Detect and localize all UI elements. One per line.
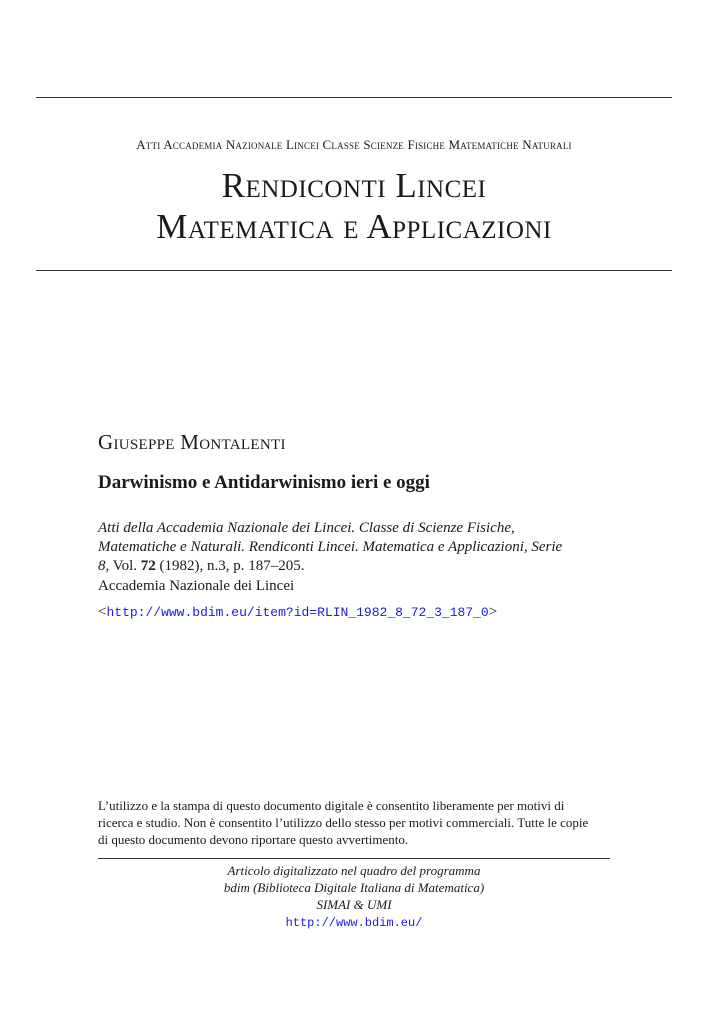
item-url-line [98, 604, 497, 621]
citation-volume-prefix: , Vol. [105, 558, 141, 574]
usage-notice-line-3: di questo documento devono riportare questo avvertimento. [98, 832, 409, 847]
item-url-link[interactable]: http://www.bdim.eu/item?id=RLIN_1982_8_72_3_187_0 [106, 605, 489, 620]
citation-line-1: Atti della Accademia Nazionale dei Lincei. Classe di Scienze Fisiche, [98, 520, 515, 536]
credit-line-2: bdim (Biblioteca Digitale Italiana di Matematica) [223, 880, 485, 895]
journal-title-line-2: Matematica e Applicazioni [156, 207, 552, 246]
credit-url-line [98, 913, 610, 932]
top-rule [36, 97, 672, 98]
author-name: Giuseppe Montalenti [98, 430, 286, 454]
citation-line-2: Matematiche e Naturali. Rendiconti Lincei. Matematica e Applicazioni, Serie [98, 539, 563, 555]
usage-notice-line-1: L’utilizzo e la stampa di questo documento digitale è consentito liberamente per motivi di [98, 798, 565, 813]
citation [98, 519, 618, 576]
citation-details: (1982), n.3, p. 187–205. [155, 558, 305, 574]
credit-line-1: Articolo digitalizzato nel quadro del programma [227, 863, 481, 878]
citation-series-number: 8 [98, 558, 106, 574]
header-bottom-rule [36, 270, 672, 271]
footer-rule [98, 858, 610, 859]
series-line: Atti Accademia Nazionale Lincei Classe Scienze Fisiche Matematiche Naturali [136, 137, 572, 152]
url-close-bracket: > [488, 604, 498, 620]
journal-title-line-1: Rendiconti Lincei [221, 166, 487, 205]
article-title: Darwinismo e Antidarwinismo ieri e oggi [98, 472, 430, 493]
credit-line-3: SIMAI & UMI [316, 897, 392, 912]
usage-notice [98, 797, 618, 848]
usage-notice-line-2: ricerca e studio. Non è consentito l’utilizzo dello stesso per motivi commerciali. Tutte le copie [98, 815, 589, 830]
publisher: Accademia Nazionale dei Lincei [98, 578, 295, 594]
digitization-credit [98, 862, 610, 932]
citation-line-3 [98, 557, 618, 576]
bdim-home-link[interactable]: http://www.bdim.eu/ [285, 916, 423, 930]
citation-volume: 72 [140, 558, 156, 574]
url-open-bracket: < [98, 604, 107, 620]
